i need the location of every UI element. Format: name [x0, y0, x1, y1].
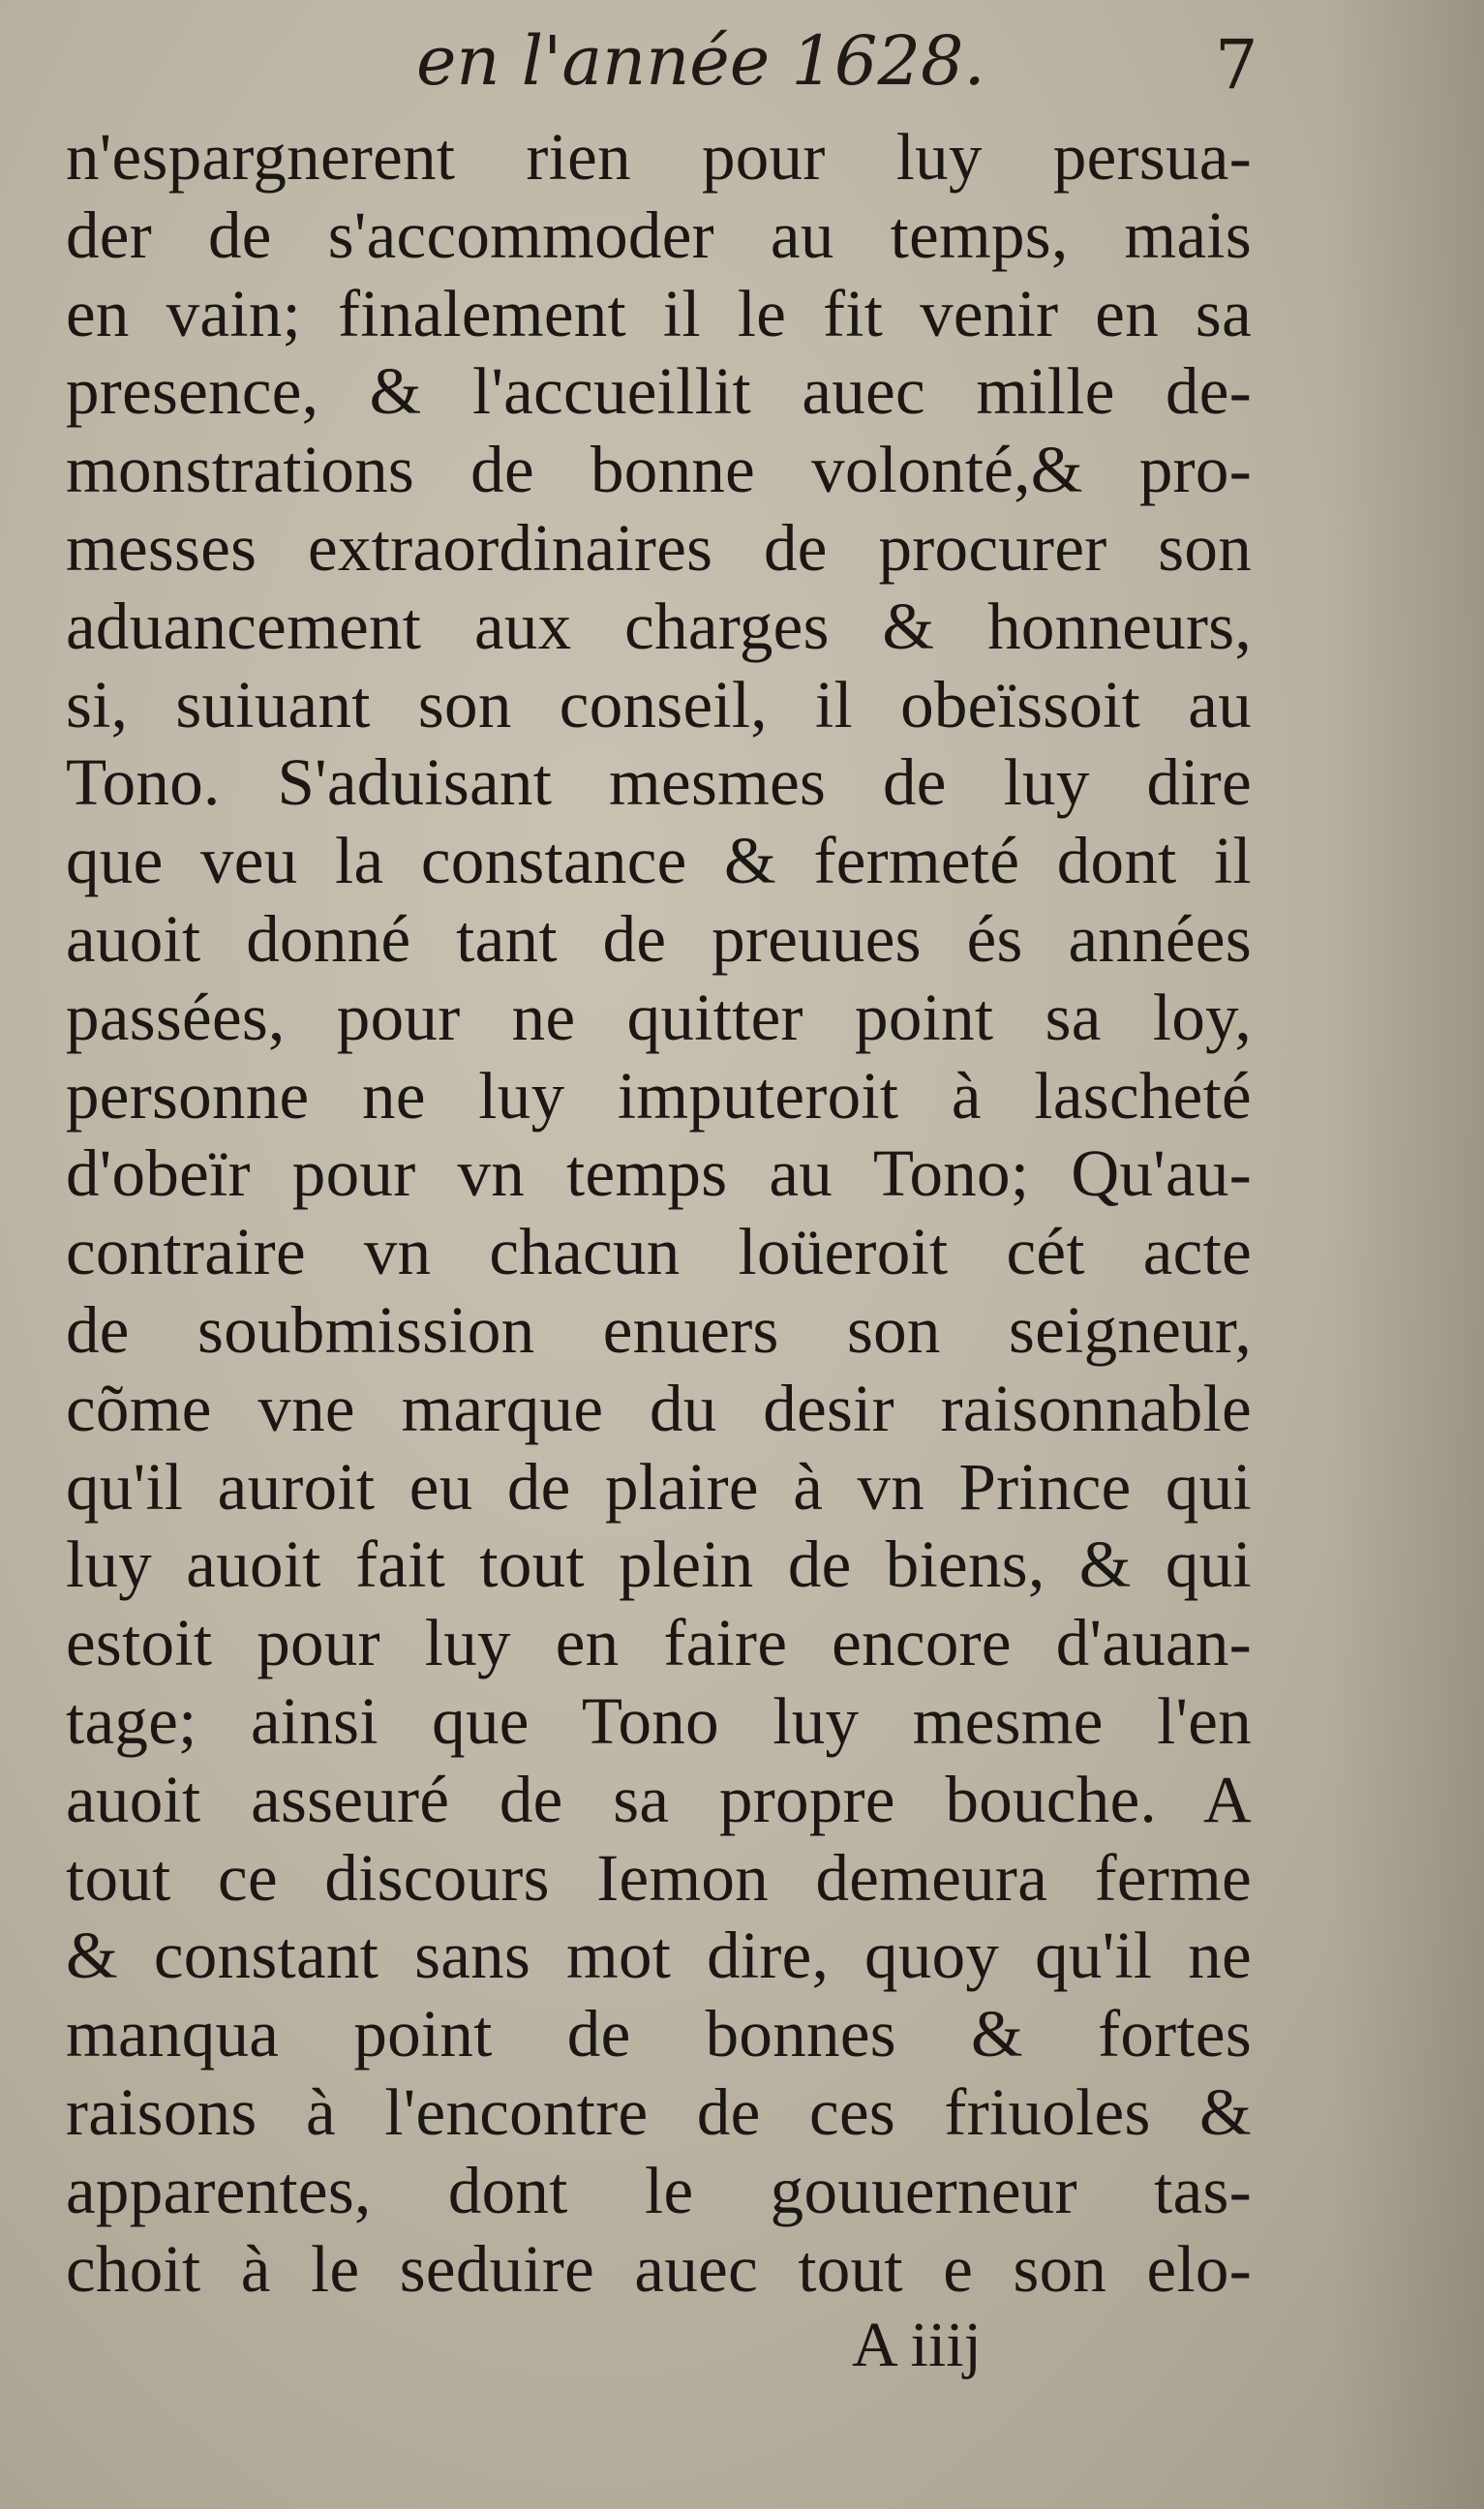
text-line: & constant sans mot dire, quoy qu'il ne: [66, 1919, 1252, 1993]
text-line: si, suiuant son conseil, il obeïssoit au: [66, 667, 1252, 741]
text-line: der de s'accommoder au temps, mais: [66, 197, 1252, 272]
page-number: 7: [1215, 25, 1258, 105]
text-line: en vain; finalement il le fit venir en sa: [66, 276, 1252, 350]
text-line: monstrations de bonne volonté,& pro-: [66, 433, 1252, 507]
text-line: passées, pour ne quitter point sa loy,: [66, 980, 1252, 1054]
running-head: [58, 21, 1258, 128]
text-line: choit à le seduire auec tout e son elo-: [66, 2231, 1252, 2306]
text-line: estoit pour luy en faire encore d'auan-: [66, 1606, 1252, 1680]
text-line: tout ce discours Iemon demeura ferme: [66, 1840, 1252, 1915]
text-line: que veu la constance & fermeté dont il: [66, 824, 1252, 898]
text-line: aduancement aux charges & honneurs,: [66, 589, 1252, 663]
signature-mark: A iiij: [852, 2310, 982, 2380]
text-line: auoit donné tant de preuues és années: [66, 901, 1252, 976]
running-head-title: en l'année 1628.: [416, 21, 985, 101]
text-line: Tono. S'aduisant mesmes de luy dire: [66, 745, 1252, 820]
text-line: luy auoit fait tout plein de biens, & qui: [66, 1527, 1252, 1602]
text-line: apparentes, dont le gouuerneur tas-: [66, 2153, 1252, 2227]
text-line: auoit asseuré de sa propre bouche. A: [66, 1762, 1252, 1836]
text-line: presence, & l'accueillit auec mille de-: [66, 354, 1252, 429]
text-line: manqua point de bonnes & fortes: [66, 1997, 1252, 2071]
text-line: personne ne luy imputeroit à lascheté: [66, 1058, 1252, 1133]
text-line: qu'il auroit eu de plaire à vn Prince qui: [66, 1449, 1252, 1524]
text-line: de soubmission enuers son seigneur,: [66, 1292, 1252, 1367]
text-line: cõme vne marque du desir raisonnable: [66, 1371, 1252, 1445]
text-line: raisons à l'encontre de ces friuoles &: [66, 2074, 1252, 2149]
body-text: [66, 118, 1252, 2308]
text-line: messes extraordinaires de procurer son: [66, 510, 1252, 585]
text-line: tage; ainsi que Tono luy mesme l'en: [66, 1683, 1252, 1758]
text-line: d'obeïr pour vn temps au Tono; Qu'au-: [66, 1136, 1252, 1211]
text-line: n'espargnerent rien pour luy persua-: [66, 120, 1252, 194]
text-line: contraire vn chacun loüeroit cét acte: [66, 1215, 1252, 1289]
